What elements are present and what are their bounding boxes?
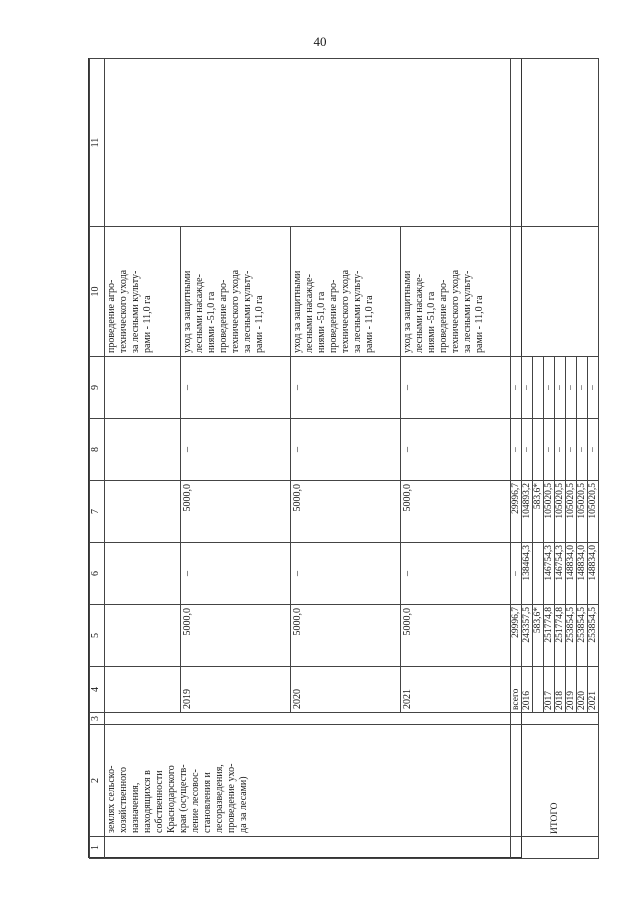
year-cell: 2021 (588, 667, 599, 713)
total-label: ИТОГО (511, 725, 599, 837)
year-cell: 2021 (401, 667, 511, 713)
year-cell: 2019 (566, 667, 577, 713)
value-cell: 5000,0 (181, 605, 291, 667)
value-cell: 105020,5 (544, 481, 555, 543)
value-cell: – (401, 357, 511, 419)
page-number: 40 (313, 34, 327, 49)
column-header: 5 (90, 605, 105, 667)
value-cell: – (577, 419, 588, 481)
year-cell: 2018 (555, 667, 566, 713)
empty-cell (105, 667, 181, 713)
value-cell: 148834,0 (566, 543, 577, 605)
notes-cell: уход за защитными лесными насажде- ниями -51,0 га проведение агро- технического ухода за лесными культу- рами - 11,0 га (401, 227, 511, 357)
notes-cell: уход за защитными лесными насажде- ниями -51,0 га проведение агро- технического ухода за лесными культу- рами - 11,0 га (291, 227, 401, 357)
year-cell (533, 667, 544, 713)
column-header: 8 (90, 419, 105, 481)
column-header: 10 (90, 227, 105, 357)
value-cell: – (555, 419, 566, 481)
value-cell: 5000,0 (291, 481, 401, 543)
value-cell: 253854,5 (566, 605, 577, 667)
value-cell: 251774,8 (544, 605, 555, 667)
value-cell: – (291, 419, 401, 481)
value-cell: 148834,0 (588, 543, 599, 605)
value-cell: – (511, 543, 522, 605)
value-cell: – (566, 419, 577, 481)
value-cell: – (588, 419, 599, 481)
table-row (105, 59, 181, 859)
column-header: 4 (90, 667, 105, 713)
value-cell: – (544, 419, 555, 481)
value-cell: 105020,5 (577, 481, 588, 543)
value-cell: 105020,5 (555, 481, 566, 543)
value-cell: – (181, 419, 291, 481)
value-cell: 146754,3 (544, 543, 555, 605)
row-index-cell (105, 837, 511, 859)
empty-cell (511, 713, 599, 725)
total-row (511, 59, 522, 859)
value-cell: 251774,8 (555, 605, 566, 667)
value-cell: – (401, 543, 511, 605)
value-cell: 583,6* (533, 605, 544, 667)
value-cell (533, 419, 544, 481)
value-cell: 146754,3 (555, 543, 566, 605)
value-cell: 5000,0 (291, 605, 401, 667)
empty-cell (105, 713, 511, 725)
value-cell: – (401, 419, 511, 481)
value-cell: 253854,5 (577, 605, 588, 667)
value-cell: 105020,5 (588, 481, 599, 543)
value-cell: – (511, 357, 522, 419)
value-cell: – (181, 543, 291, 605)
value-cell: 104893,2 (522, 481, 533, 543)
empty-cell (105, 543, 181, 605)
column-header: 1 (90, 837, 105, 859)
column-number-row (90, 59, 105, 859)
value-cell: 29996,7 (511, 605, 522, 667)
program-table (88, 58, 598, 858)
measure-description: землях сельско- хозяйственного назначения, находящихся в собственности Краснодарского края (осуществ- ление лесовос- становления и лесоразведения, проведение ухо- да за лесами) (105, 725, 511, 837)
value-cell: 29996,7 (511, 481, 522, 543)
value-cell: 5000,0 (401, 605, 511, 667)
value-cell: – (577, 357, 588, 419)
empty-cell (105, 59, 511, 227)
value-cell: – (522, 357, 533, 419)
value-cell: – (555, 357, 566, 419)
year-cell: всего (511, 667, 522, 713)
value-cell: 148834,0 (577, 543, 588, 605)
empty-cell (511, 837, 599, 859)
notes-cell: проведение агро- технического ухода за лесными культу- рами - 11,0 га (105, 227, 181, 357)
value-cell: 253854,5 (588, 605, 599, 667)
value-cell: 5000,0 (401, 481, 511, 543)
empty-cell (511, 59, 599, 227)
value-cell: – (291, 357, 401, 419)
empty-cell (105, 419, 181, 481)
value-cell: – (588, 357, 599, 419)
value-cell: 105020,5 (566, 481, 577, 543)
value-cell: 243357,5 (522, 605, 533, 667)
rotated-table (89, 58, 599, 859)
column-header: 2 (90, 725, 105, 837)
empty-cell (105, 481, 181, 543)
value-cell (533, 543, 544, 605)
empty-cell (105, 605, 181, 667)
year-cell: 2020 (577, 667, 588, 713)
value-cell: 138464,3 (522, 543, 533, 605)
value-cell: – (522, 419, 533, 481)
column-header: 6 (90, 543, 105, 605)
value-cell: 583,6* (533, 481, 544, 543)
empty-cell (511, 227, 599, 357)
empty-cell (105, 357, 181, 419)
year-cell: 2017 (544, 667, 555, 713)
value-cell: – (566, 357, 577, 419)
value-cell: 5000,0 (181, 481, 291, 543)
column-header: 3 (90, 713, 105, 725)
column-header: 11 (90, 59, 105, 227)
value-cell (533, 357, 544, 419)
column-header: 9 (90, 357, 105, 419)
column-header: 7 (90, 481, 105, 543)
year-cell: 2020 (291, 667, 401, 713)
value-cell: – (511, 419, 522, 481)
value-cell: – (181, 357, 291, 419)
value-cell: – (291, 543, 401, 605)
value-cell: – (544, 357, 555, 419)
notes-cell: уход за защитными лесными насажде- ниями -51,0 га проведение агро- технического ухода за лесными культу- рами - 11,0 га (181, 227, 291, 357)
year-cell: 2019 (181, 667, 291, 713)
year-cell: 2016 (522, 667, 533, 713)
